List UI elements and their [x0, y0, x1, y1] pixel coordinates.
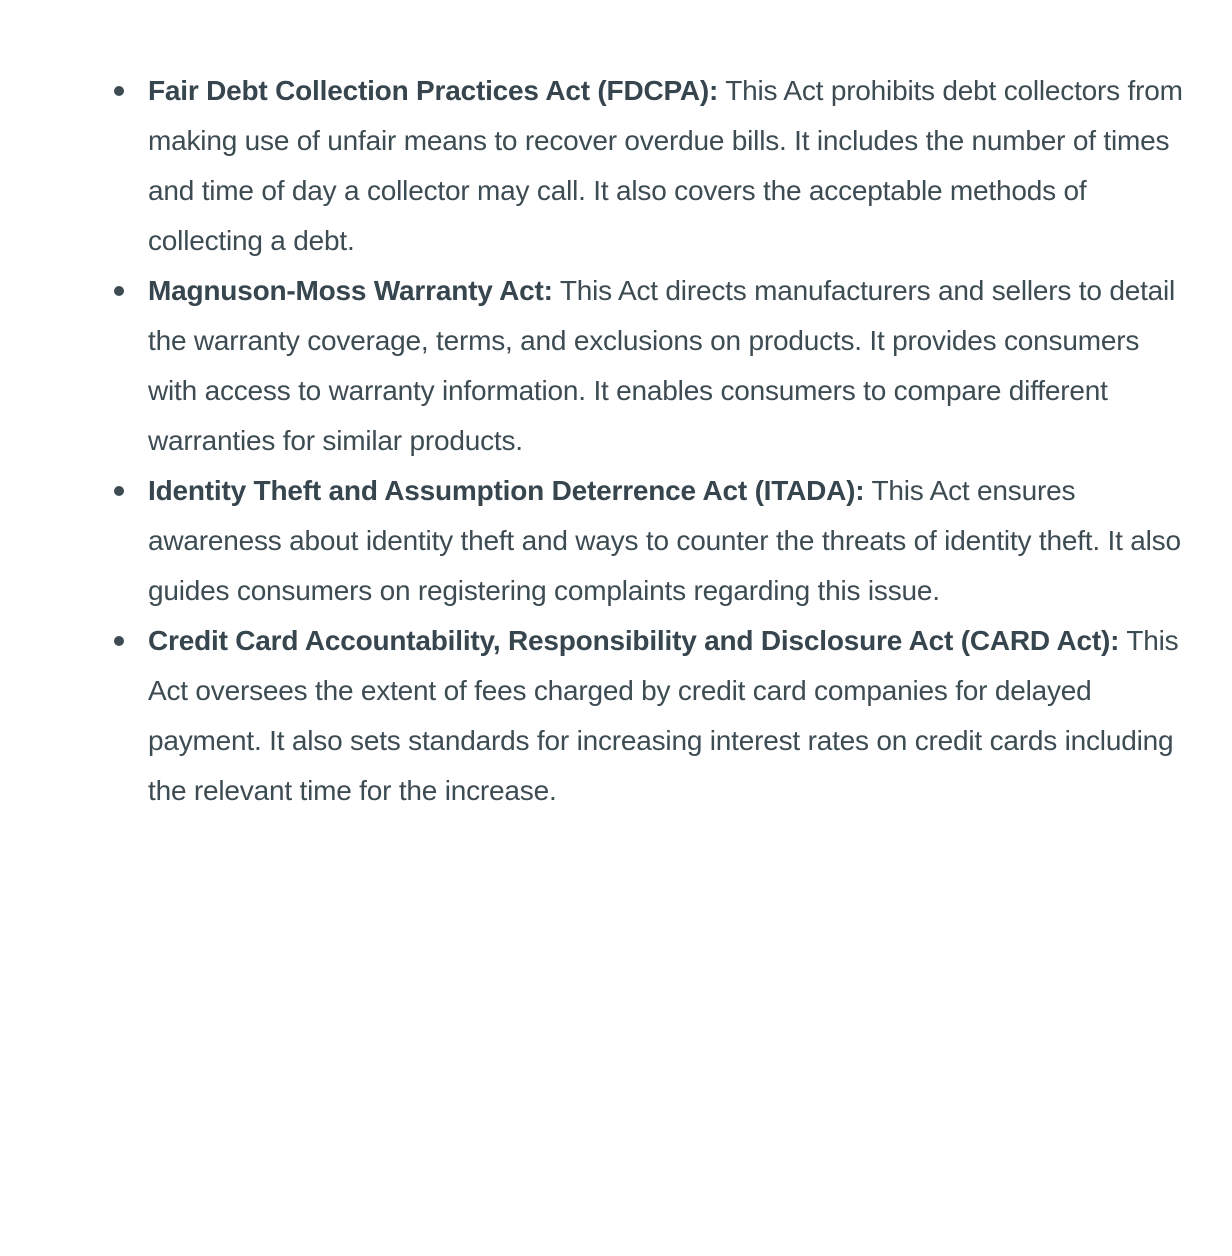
list-item-itada: [148, 466, 1183, 616]
list-item-card-act: [148, 616, 1183, 816]
consumer-acts-list: [148, 66, 1183, 816]
bullet-icon: [114, 86, 124, 96]
act-title: Magnuson-Moss Warranty Act:: [148, 275, 553, 306]
act-description: This Act prohibits debt collectors from making use of unfair means to recover overdue bills. It includes the number of times and time of day a collector may call. It also covers the acceptable methods of collecting a debt.: [148, 75, 1183, 256]
act-title: Fair Debt Collection Practices Act (FDCPA):: [148, 75, 719, 106]
act-title: Identity Theft and Assumption Deterrence Act (ITADA):: [148, 475, 865, 506]
act-description: This Act ensures awareness about identity theft and ways to counter the threats of identity theft. It also guides consumers on registering complaints regarding this issue.: [148, 475, 1181, 606]
bullet-icon: [114, 286, 124, 296]
list-item-fdcpa: [148, 66, 1183, 266]
act-title: Credit Card Accountability, Responsibility and Disclosure Act (CARD Act):: [148, 625, 1120, 656]
bullet-icon: [114, 636, 124, 646]
bullet-icon: [114, 486, 124, 496]
list-item-magnuson-moss: [148, 266, 1183, 466]
act-description: This Act oversees the extent of fees charged by credit card companies for delayed payment. It also sets standards for increasing interest rates on credit cards including the relevant time for the increase.: [148, 625, 1179, 806]
act-description: This Act directs manufacturers and sellers to detail the warranty coverage, terms, and exclusions on products. It provides consumers with access to warranty information. It enables consumers to compare different warranties for similar products.: [148, 275, 1176, 456]
